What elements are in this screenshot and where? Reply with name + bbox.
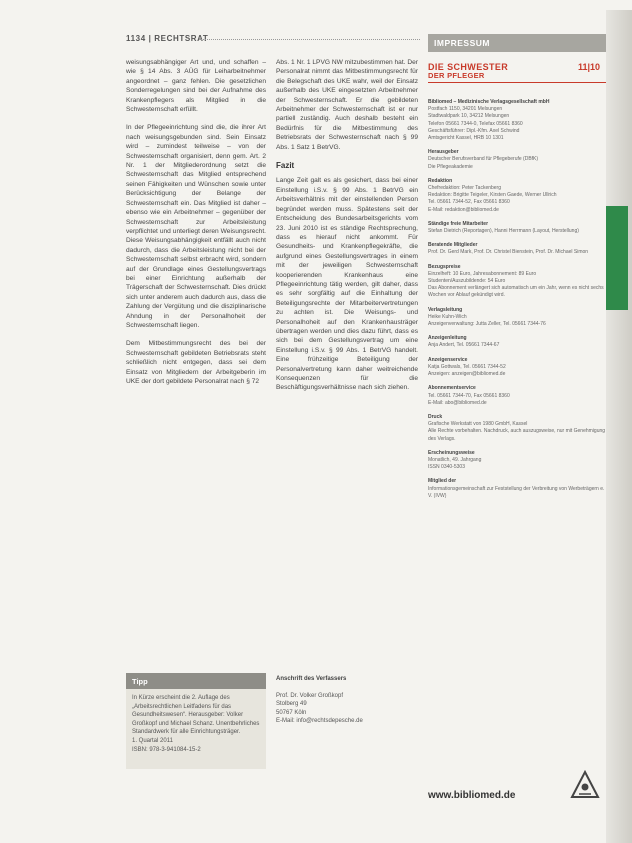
author-address <box>276 675 418 726</box>
imprint-section-line: Amtsgericht Kassel, HRB 10 1301 <box>428 135 504 142</box>
tip-edition: 1. Quartal 2011 <box>132 737 173 744</box>
author-heading: Anschrift des Verfassers <box>276 676 347 682</box>
brand-rule <box>428 82 606 83</box>
imprint-section-label: Anzeigenservice <box>428 356 468 363</box>
paragraph: Dem Mitbestimmungsrecht des bei der Schwesternschaft gebildeten Betriebsrats steht schließlich nicht entgegen, dass sei dem Einsatz von Mitgliedern der Arbeitgeberin im UKE der dort gebildete Personalrat nach § 72 <box>126 340 266 385</box>
paragraph: Lange Zeit galt es als gesichert, dass bei einer Einstellung i.S.v. § 99 Abs. 1 BetrVG ein Arbeitsverhältnis mit der einstellenden Person begründet werden muss. Spätestens seit der Entscheidung des Bundesarbeitsgerichts vom 23. Juni 2010 ist es ständige Rechtsprechung, dass es hierauf nicht ankommt. Für Gesundheits- und Krankenpflegekräfte, die aufgrund eines Gestellungsvertrages in einem mit der jeweiligen Schwesternschaft kooperierenden Krankenhaus eine Pflegeeinrichtung tätig werden, gilt daher, dass es sehr sorgfältig auf die Einhaltung der Beteiligungsrechte der Mitarbeitervertretungen zu achten ist. Die Weisungs- und Personalhoheit auf den Krankenhausträger übertragen werden und dies dazu führt, dass es sich bei dem Gestellungsvertrag um eine Einstellung i.S.v. § 99 Abs. 1 BetrVG handelt. Eine frühzeitige Beteiligung der Personalvertretung kann daher weitreichende Konsequenzen für die Beschäftigungsverhältnisse nach sich ziehen. <box>276 177 418 392</box>
fazit-heading: Fazit <box>276 161 295 171</box>
imprint-section <box>428 335 606 349</box>
paragraph: weisungsabhängiger Art und, und schaffen – wie § 14 Abs. 3 AÜG für Leiharbeitnehmer angeordnet – ganz fehlen. Die gesetzlichen Sonderregelungen sind bei der Aufnahme des Krankenpflegers als Mitglied in die Schwesternschaft erfüllt. <box>126 59 266 114</box>
imprint-section-line: Alle Rechte vorbehalten. Nachdruck, auch auszugsweise, nur mit Genehmigung des Verlags. <box>428 428 606 442</box>
imprint-section-line: Studenten/Auszubildende: 54 Euro <box>428 278 506 285</box>
imprint-section <box>428 149 606 171</box>
imprint-section-line: Monatlich, 49. Jahrgang <box>428 456 482 463</box>
imprint-section <box>428 450 606 472</box>
imprint-section-line: Informationsgemeinschaft zur Feststellung der Verbreitung von Werbeträgern e. V. (IVW) <box>428 485 605 499</box>
imprint-section-line: Stefan Dietrich (Reportagen), Hanni Herrmann (Layout, Herstellung) <box>428 228 579 235</box>
imprint-section-label: Druck <box>428 413 443 420</box>
brand-line-2: DER PFLEGER <box>428 71 485 80</box>
tip-body <box>126 689 266 759</box>
imprint-sections <box>428 99 606 500</box>
header-rule <box>200 39 420 40</box>
imprint-section-line: Anja Andert, Tel. 05661 7344-67 <box>428 342 500 349</box>
imprint-section-line: ISSN 0340-5303 <box>428 464 465 471</box>
imprint-section-line: Das Abonnement verlängert sich automatisch um ein Jahr, wenn es nicht sechs Wochen vor Ablauf gekündigt wird. <box>428 285 604 299</box>
imprint-section-line: Prof. Dr. Gerd Mark, Prof. Dr. Christel Bienstein, Prof. Dr. Michael Simon <box>428 249 589 256</box>
imprint-section-line: Grafische Werkstatt von 1980 GmbH, Kassel <box>428 421 528 428</box>
magazine-brand <box>428 62 606 92</box>
author-email[interactable]: E-Mail: info@rechtsdepesche.de <box>276 718 363 725</box>
imprint-section-label: Erscheinungsweise <box>428 449 475 456</box>
imprint-section-label: Redaktion <box>428 177 453 184</box>
imprint-section-line: Die Pflegeakademie <box>428 163 473 170</box>
imprint-section-line: E-Mail: abo@bibliomed.de <box>428 399 487 406</box>
publisher-logo-icon <box>570 770 600 800</box>
article-column-2 <box>276 58 418 402</box>
imprint-section-line: Einzelheft: 10 Euro, Jahresabonnement: 89 Euro <box>428 270 537 277</box>
imprint-section-line: Heike Kuhn-Wich <box>428 313 467 320</box>
author-line: Stolberg 49 <box>276 701 307 708</box>
imprint-section <box>428 99 606 142</box>
imprint-section-label: Mitglied der <box>428 478 457 485</box>
imprint-section-label: Anzeigenleitung <box>428 335 467 342</box>
imprint-column <box>428 34 606 814</box>
imprint-section-line: Redaktion: Brigitte Teigeler, Kirsten Gaede, Werner Ullrich <box>428 192 557 199</box>
tip-heading: Tipp <box>126 673 266 689</box>
imprint-section-label: Ständige freie Mitarbeiter <box>428 220 489 227</box>
imprint-bar: IMPRESSUM <box>428 34 606 52</box>
website-link[interactable]: www.bibliomed.de <box>428 790 516 801</box>
imprint-section <box>428 242 606 256</box>
imprint-section-label: Bezugspreise <box>428 263 461 270</box>
imprint-section-label: Beratende Mitglieder <box>428 242 478 249</box>
tip-text: In Kürze erscheint die 2. Auflage des „Arbeitsrechtlichen Leitfadens für das Gesundheitswesen“. Herausgeber: Volker Großkopf und Michael Schanz. Unentbehrliches Standardwerk für alle Einrichtungsträger. <box>132 695 260 736</box>
imprint-section-line: Anzeigenverwaltung: Jutta Zeller, Tel. 05661 7344-76 <box>428 321 546 328</box>
imprint-section-line: Postfach 1150, 34201 Melsungen <box>428 106 503 113</box>
page-edge-shadow <box>606 10 632 843</box>
imprint-section-label: Abonnementservice <box>428 385 476 392</box>
imprint-section <box>428 264 606 300</box>
imprint-section <box>428 221 606 235</box>
imprint-section <box>428 385 606 407</box>
imprint-section-line: Katja Gottwals, Tel. 05661 7344-52 <box>428 363 506 370</box>
imprint-section <box>428 178 606 214</box>
imprint-section-line: Telefon 05661 7344-0, Telefax 05661 8360 <box>428 120 523 127</box>
section-title: RECHTSRAT <box>154 34 209 43</box>
imprint-section-line: Deutscher Berufsverband für Pflegeberufe (DBfK) <box>428 156 539 163</box>
author-line: Prof. Dr. Volker Großkopf <box>276 692 344 699</box>
imprint-section-line: Tel. 05661 7344-70, Fax 05661 8360 <box>428 392 510 399</box>
issue-number: 11|10 <box>577 62 600 72</box>
imprint-section-line: Geschäftsführer: Dipl.-Kfm. Axel Schwind <box>428 127 520 134</box>
running-head: 1134 | RECHTSRAT <box>126 34 209 43</box>
paragraph: Abs. 1 Nr. 1 LPVG NW mitzubestimmen hat. Der Personalrat nimmt das Mitbestimmungsrecht für die Belegschaft des UKE wahr, weil der Einsatz außerhalb des UKE eingesetzten Arbeitnehmer der Schwesternschaft. Er die gebildeten Arbeitnehmer der Schwesternschaft ist er nur partiell zuständig. Auch deshalb besteht ein Bedürfnis für die Mitbestimmung des Betriebsrats der Schwesternschaft nach § 99 Abs. 1 Satz 1 BetrVG. <box>276 59 418 151</box>
imprint-section <box>428 307 606 329</box>
imprint-section-label: Bibliomed – Medizinische Verlagsgesellschaft mbH <box>428 99 550 105</box>
brand-line-1: DIE SCHWESTER <box>428 62 509 72</box>
imprint-section-label: Verlagsleitung <box>428 306 463 313</box>
tip-box <box>126 673 266 769</box>
imprint-section-line: Anzeigen: anzeigen@bibliomed.de <box>428 371 506 378</box>
tip-isbn: ISBN: 978-3-941084-15-2 <box>132 746 201 753</box>
imprint-section-line: Chefredaktion: Peter Tackenberg <box>428 185 502 192</box>
green-edge-tab <box>606 206 628 310</box>
imprint-section <box>428 478 606 500</box>
imprint-section <box>428 414 606 443</box>
imprint-section-line: E-Mail: redaktion@bibliomed.de <box>428 206 499 213</box>
imprint-section <box>428 357 606 379</box>
author-line: 50767 Köln <box>276 709 307 716</box>
imprint-section-line: Stadtwaldpark 10, 34212 Melsungen <box>428 113 510 120</box>
imprint-section-line: Tel. 05661 7344-52, Fax 05661 8360 <box>428 199 510 206</box>
article-column-1 <box>126 58 266 395</box>
paragraph: In der Pflegeeinrichtung sind die, die ihrer Art nach weisungsgebunden sind. Sein Einsatz wird – zumindest teilweise – von der Schwesternschaft organisiert, denn gem. Art. 2 Nr. 1 der Mitgliederordnung setzt die Schwesternschaft das Mitglied entsprechend seinen Fähigkeiten und Wünschen sowie unter Berücksichtigung der Belange der Schwesternschaft ein. Das Mitglied ist daher – ebenso wie ein Arbeitnehmer – gegenüber der Schwesternschaft zur Arbeitsleistung verpflichtet und unterliegt deren Weisungsrecht. Diese Weisungsabhängigkeit entfällt auch nicht dadurch, dass die Arbeitsleistung nicht bei der Schwesternschaft selbst erbracht wird, sondern auf der Grundlage eines Gestellungsvertrags bei einer Einrichtung außerhalb der Trägerschaft der Schwesternschaft. Dies drückt sich unter anderem auch dadurch aus, dass die Zahlung der Vergütung und die disziplinarische Ahndung in der Personalhoheit der Schwesternschaft liegen. <box>126 124 266 329</box>
page-number: 1134 <box>126 34 146 43</box>
imprint-section-label: Herausgeber <box>428 149 459 156</box>
